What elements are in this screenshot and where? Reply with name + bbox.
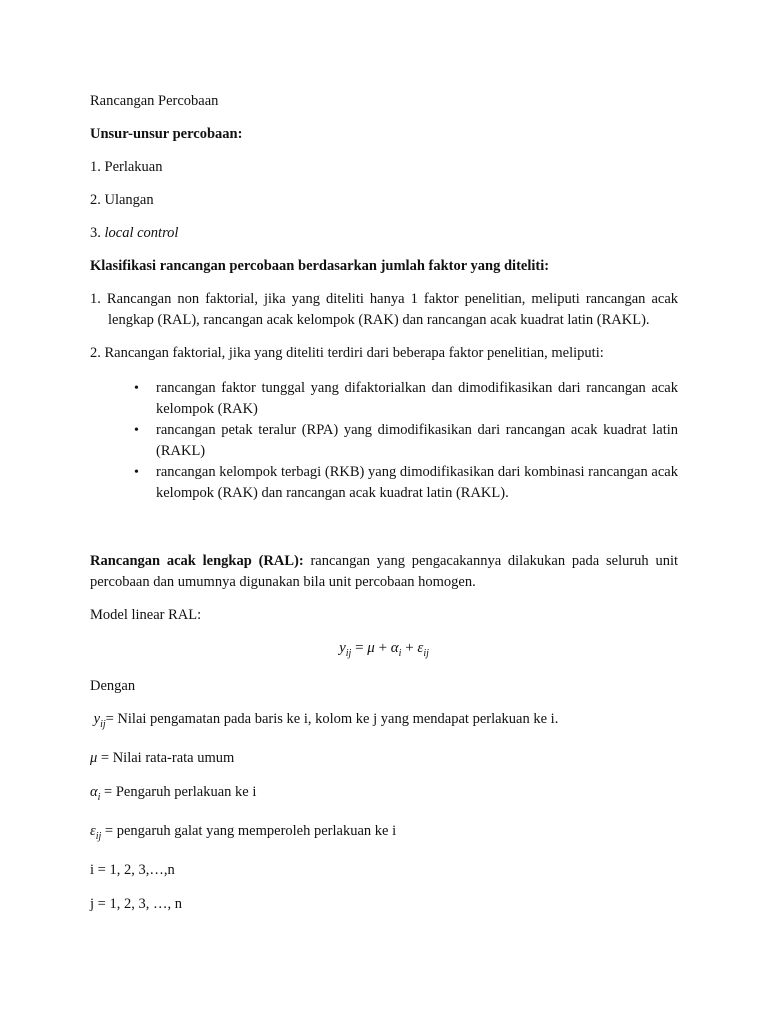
def-eps <box>90 821 678 847</box>
dengan-label: Dengan <box>90 678 136 694</box>
document-page <box>90 91 678 928</box>
bullet-dot-icon: • <box>134 423 139 438</box>
def-eps-text: = pengaruh galat yang memperoleh perlakuan ke i <box>101 822 397 839</box>
def-mu-text: = Nilai rata-rata umum <box>97 749 235 766</box>
klasifikasi-heading: Klasifikasi rancangan percobaan berdasarkan jumlah faktor yang diteliti: <box>90 258 550 274</box>
faktorial-bullet-list <box>90 378 678 504</box>
unsur-item-3-text: local control <box>104 225 179 241</box>
def-y <box>90 709 678 735</box>
def-alpha-text: = Pengaruh perlakuan ke i <box>100 783 257 800</box>
klasifikasi-item-2: 2. Rancangan faktorial, jika yang diteliti terdiri dari beberapa faktor penelitian, meliputi: <box>90 345 604 361</box>
unsur-item-1-num: 1. <box>90 159 101 175</box>
unsur-heading: Unsur-unsur percobaan: <box>90 126 243 142</box>
def-y-sub: ij <box>100 718 106 730</box>
bullet-item-3 <box>90 462 678 504</box>
formula-eq: = <box>351 640 368 656</box>
bullet-item-2 <box>90 420 678 462</box>
def-mu <box>90 748 678 769</box>
def-eps-symbol: ε <box>90 822 96 839</box>
ral-definition <box>90 551 678 593</box>
ral-definition-text: rancangan yang pengacakannya dilakukan pada seluruh unit percobaan dan umumnya digunakan bila unit percobaan homogen. <box>90 553 679 590</box>
unsur-item-3-num: 3. <box>90 225 101 241</box>
formula-mu: μ <box>367 640 375 656</box>
ral-term: Rancangan acak lengkap (RAL): <box>90 553 304 569</box>
formula-eps: ε <box>417 640 424 656</box>
def-mu-symbol: μ <box>90 749 98 766</box>
formula-plus: + <box>374 640 391 656</box>
document-title: Rancangan Percobaan <box>90 93 219 109</box>
klasifikasi-item-1: 1. Rancangan non faktorial, jika yang diteliti hanya 1 faktor penelitian, meliputi rancangan acak lengkap (RAL), rancangan acak kelompok (RAK) dan rancangan acak kuadrat latin (RAKL). <box>90 291 678 328</box>
formula-y-sub: ij <box>345 648 352 659</box>
bullet-item-1 <box>90 378 678 420</box>
def-i-range: i = 1, 2, 3,…,n <box>90 861 175 878</box>
formula-alpha-sub: i <box>398 648 402 659</box>
def-alpha <box>90 782 678 808</box>
bullet-item-1-text: rancangan faktor tunggal yang difaktorialkan dan dimodifikasikan dari rancangan acak kelompok (RAK) <box>156 380 678 417</box>
def-alpha-symbol: α <box>90 783 98 800</box>
unsur-item-2-text: Ulangan <box>104 192 154 208</box>
unsur-item-1-text: Perlakuan <box>104 159 163 175</box>
def-j-range: j = 1, 2, 3, …, n <box>90 895 182 912</box>
model-label: Model linear RAL: <box>90 607 202 623</box>
formula-y: y <box>339 640 346 656</box>
def-alpha-sub: i <box>97 791 101 803</box>
bullet-dot-icon: • <box>134 465 139 480</box>
formula-plus: + <box>401 640 418 656</box>
unsur-item-2 <box>90 190 678 211</box>
unsur-item-3 <box>90 223 678 244</box>
formula-eps-sub: ij <box>423 648 429 659</box>
def-y-text: = Nilai pengamatan pada baris ke i, kolom ke j yang mendapat perlakuan ke i. <box>105 711 559 727</box>
bullet-item-2-text: rancangan petak teralur (RPA) yang dimodifikasikan dari rancangan acak kuadrat latin (RAKL) <box>156 422 678 459</box>
ral-formula <box>90 638 678 664</box>
def-eps-sub: ij <box>95 830 102 842</box>
bullet-item-3-text: rancangan kelompok terbagi (RKB) yang dimodifikasikan dari kombinasi rancangan acak kelompok (RAK) dan rancangan acak kuadrat latin (RAKL). <box>156 464 678 501</box>
unsur-item-1 <box>90 157 678 178</box>
def-y-symbol: y <box>93 711 101 727</box>
formula-alpha: α <box>390 640 399 656</box>
unsur-item-2-num: 2. <box>90 192 101 208</box>
bullet-dot-icon: • <box>134 381 139 396</box>
